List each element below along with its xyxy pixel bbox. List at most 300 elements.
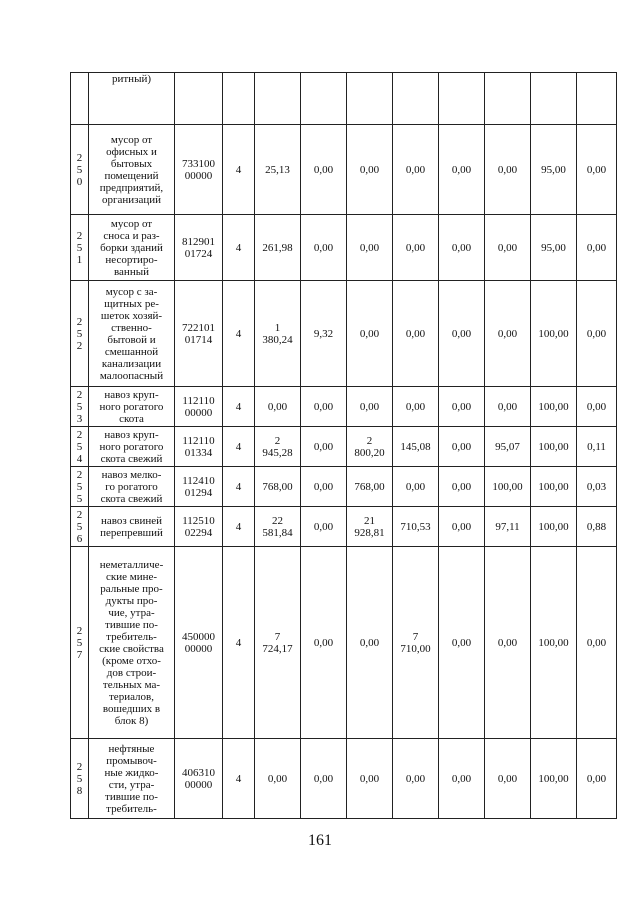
table-row (71, 467, 617, 507)
cell-text-line: 0,00 (267, 400, 288, 413)
waste-name-cell (89, 73, 175, 125)
cell-text-line: тившие по- (105, 790, 158, 803)
cell-text-line: 100,00 (538, 327, 569, 340)
value-cell-3 (347, 467, 393, 507)
value-cell-8 (577, 467, 617, 507)
cell-text-line: ственно- (111, 321, 152, 334)
value-cell-7 (531, 215, 577, 281)
fkko-code-cell (175, 73, 223, 125)
cell-text-line: 8 (76, 784, 83, 797)
cell-text-line: 768,00 (354, 480, 385, 493)
cell-text-line: 0,00 (451, 400, 472, 413)
cell-text-line: 0,00 (497, 636, 518, 649)
cell-text-line: 01714 (184, 333, 213, 346)
cell-text-line: 00000 (184, 169, 213, 182)
row-number-cell (71, 427, 89, 467)
cell-text-line: мусор с за- (105, 285, 158, 298)
cell-text-line: 5 (76, 772, 83, 785)
cell-text-line: офисных и (106, 145, 157, 158)
cell-text-line: 2 (76, 229, 83, 242)
cell-text-line: 261,98 (262, 241, 293, 254)
cell-text-line: 97,11 (495, 520, 520, 533)
value-cell-2 (301, 387, 347, 427)
cell-text-line: малоопасный (99, 369, 164, 382)
value-cell-8 (577, 387, 617, 427)
cell-text-line: 01294 (184, 486, 213, 499)
value-cell-4 (393, 547, 439, 739)
cell-text-line: 02294 (184, 526, 213, 539)
cell-text-line: 9,32 (313, 327, 334, 340)
value-cell-5 (439, 467, 485, 507)
cell-text-line: 112510 (182, 514, 215, 527)
value-cell-6 (485, 547, 531, 739)
cell-text-line: нефтяные (108, 742, 155, 755)
value-cell-4 (393, 467, 439, 507)
cell-text-line: ральные про- (100, 582, 163, 595)
cell-text-line: чие, утра- (108, 606, 155, 619)
value-cell-4 (393, 739, 439, 819)
cell-text-line: 0,00 (586, 327, 607, 340)
cell-text-line: 95,00 (541, 241, 566, 254)
cell-text-line: дов строи- (106, 666, 157, 679)
cell-text-line: блок 8) (114, 714, 149, 727)
value-cell-1 (255, 547, 301, 739)
value-cell-6 (485, 125, 531, 215)
cell-text-line: 4 (235, 400, 242, 413)
cell-text-line: 0,00 (313, 440, 334, 453)
value-cell-5 (439, 73, 485, 125)
waste-name-cell (89, 547, 175, 739)
cell-text-line: перепревший (100, 526, 163, 539)
cell-text-line: 2 (76, 760, 83, 773)
value-cell-3 (347, 547, 393, 739)
hazard-class-cell (223, 215, 255, 281)
cell-text-line: 2 (76, 428, 83, 441)
fkko-code-cell (175, 739, 223, 819)
cell-text-line: 0,00 (497, 327, 518, 340)
value-cell-8 (577, 215, 617, 281)
cell-text-line: шеток хозяй- (100, 309, 163, 322)
cell-text-line: 0,00 (405, 772, 426, 785)
cell-text-line: скота (119, 412, 144, 425)
cell-text-line: 1 (76, 253, 83, 266)
cell-text-line: 5 (76, 327, 83, 340)
cell-text-line: сти, утра- (108, 778, 155, 791)
value-cell-3 (347, 125, 393, 215)
cell-text-line: ного рогатого (99, 400, 164, 413)
cell-text-line: 0,00 (451, 636, 472, 649)
value-cell-6 (485, 73, 531, 125)
value-cell-2 (301, 281, 347, 387)
cell-text-line: навоз мелко- (101, 468, 162, 481)
value-cell-5 (439, 215, 485, 281)
cell-text-line: 0,00 (267, 772, 288, 785)
cell-text-line: сноса и раз- (103, 229, 160, 242)
cell-text-line: 00000 (184, 406, 213, 419)
page-number: 161 (308, 832, 332, 849)
hazard-class-cell (223, 739, 255, 819)
cell-text-line: 0,00 (451, 440, 472, 453)
value-cell-4 (393, 427, 439, 467)
cell-text-line: предприятий, (99, 181, 164, 194)
cell-text-line: 112410 (182, 474, 215, 487)
cell-text-line: 800,20 (354, 446, 385, 459)
value-cell-8 (577, 507, 617, 547)
value-cell-1 (255, 427, 301, 467)
cell-text-line: 2 (274, 434, 281, 447)
cell-text-line: 95,07 (495, 440, 520, 453)
cell-text-line: смешанной (104, 345, 159, 358)
cell-text-line: 4 (235, 241, 242, 254)
cell-text-line: 0,00 (451, 480, 472, 493)
row-number-cell (71, 739, 89, 819)
value-cell-8 (577, 427, 617, 467)
cell-text-line: 4 (235, 163, 242, 176)
hazard-class-cell (223, 73, 255, 125)
value-cell-8 (577, 281, 617, 387)
value-cell-1 (255, 281, 301, 387)
table-row (71, 281, 617, 387)
value-cell-2 (301, 547, 347, 739)
value-cell-7 (531, 281, 577, 387)
cell-text-line: 0,00 (313, 400, 334, 413)
value-cell-6 (485, 467, 531, 507)
cell-text-line: 100,00 (538, 772, 569, 785)
cell-text-line: тившие по- (105, 618, 158, 631)
value-cell-2 (301, 215, 347, 281)
fkko-code-cell (175, 467, 223, 507)
waste-table (70, 72, 617, 819)
hazard-class-cell (223, 507, 255, 547)
value-cell-4 (393, 215, 439, 281)
cell-text-line: требитель- (106, 630, 157, 643)
cell-text-line: ские мине- (105, 570, 158, 583)
cell-text-line: 100,00 (538, 520, 569, 533)
cell-text-line: 0,88 (586, 520, 607, 533)
cell-text-line: 0,00 (313, 480, 334, 493)
value-cell-1 (255, 467, 301, 507)
cell-text-line: 0,00 (451, 327, 472, 340)
cell-text-line: 00000 (184, 778, 213, 791)
row-number-cell (71, 547, 89, 739)
cell-text-line: 5 (76, 163, 83, 176)
row-number-cell (71, 125, 89, 215)
waste-name-cell (89, 125, 175, 215)
cell-text-line: 0,00 (359, 241, 380, 254)
cell-text-line: требитель- (106, 802, 157, 815)
value-cell-2 (301, 125, 347, 215)
table-row (71, 427, 617, 467)
value-cell-5 (439, 739, 485, 819)
cell-text-line: 4 (76, 452, 83, 465)
table-row (71, 739, 617, 819)
value-cell-1 (255, 125, 301, 215)
value-cell-1 (255, 73, 301, 125)
cell-text-line: 95,00 (541, 163, 566, 176)
cell-text-line: 0,00 (405, 400, 426, 413)
cell-text-line: 0,00 (313, 772, 334, 785)
cell-text-line: ванный (114, 265, 149, 278)
cell-text-line: 0,00 (497, 163, 518, 176)
value-cell-5 (439, 387, 485, 427)
cell-text-line: 0,00 (586, 241, 607, 254)
cell-text-line: 01334 (184, 446, 213, 459)
cell-text-line: 0,00 (313, 520, 334, 533)
cell-text-line: ритный) (111, 73, 152, 85)
cell-text-line: 0 (76, 175, 83, 188)
cell-text-line: организаций (101, 193, 162, 206)
table-row (71, 73, 617, 125)
cell-text-line: 0,00 (313, 163, 334, 176)
cell-text-line: 5 (76, 440, 83, 453)
row-number-cell (71, 387, 89, 427)
cell-text-line: 100,00 (538, 440, 569, 453)
value-cell-8 (577, 73, 617, 125)
cell-text-line: 01724 (184, 247, 213, 260)
value-cell-2 (301, 73, 347, 125)
value-cell-1 (255, 739, 301, 819)
cell-text-line: 100,00 (538, 636, 569, 649)
cell-text-line: 7 (76, 648, 83, 661)
cell-text-line: помещений (104, 169, 159, 182)
cell-text-line: неметалличе- (99, 558, 164, 571)
cell-text-line: 21 (364, 514, 375, 527)
value-cell-7 (531, 467, 577, 507)
cell-text-line: ные жидко- (104, 766, 159, 779)
cell-text-line: 4 (235, 636, 242, 649)
cell-text-line: несортиро- (105, 253, 158, 266)
table-row (71, 547, 617, 739)
cell-text-line: 2 (76, 624, 83, 637)
table-row (71, 125, 617, 215)
cell-text-line: бытовой и (107, 333, 156, 346)
value-cell-7 (531, 125, 577, 215)
cell-text-line: 0,00 (313, 636, 334, 649)
cell-text-line: 7 (274, 630, 281, 643)
cell-text-line: 7 (412, 630, 419, 643)
cell-text-line: навоз круп- (104, 428, 159, 441)
table-row (71, 215, 617, 281)
value-cell-3 (347, 507, 393, 547)
cell-text-line: 0,00 (497, 400, 518, 413)
hazard-class-cell (223, 281, 255, 387)
value-cell-3 (347, 215, 393, 281)
cell-text-line: 722101 (182, 321, 215, 334)
cell-text-line: скота свежий (100, 492, 163, 505)
cell-text-line: 0,00 (451, 163, 472, 176)
value-cell-1 (255, 387, 301, 427)
value-cell-6 (485, 281, 531, 387)
cell-text-line: 4 (235, 480, 242, 493)
cell-text-line: 380,24 (262, 333, 293, 346)
cell-text-line: 5 (76, 400, 83, 413)
value-cell-7 (531, 547, 577, 739)
cell-text-line: 5 (76, 636, 83, 649)
cell-text-line: 4 (235, 440, 242, 453)
cell-text-line: 2 (76, 315, 83, 328)
cell-text-line: 733100 (182, 157, 215, 170)
table-row (71, 507, 617, 547)
value-cell-7 (531, 427, 577, 467)
table-body (71, 73, 617, 819)
cell-text-line: канализации (101, 357, 162, 370)
waste-name-cell (89, 281, 175, 387)
cell-text-line: 581,84 (262, 526, 293, 539)
cell-text-line: 0,00 (405, 327, 426, 340)
value-cell-4 (393, 281, 439, 387)
cell-text-line: 450000 (182, 630, 215, 643)
row-number-cell (71, 73, 89, 125)
cell-text-line: 710,00 (400, 642, 431, 655)
cell-text-line: 0,00 (359, 327, 380, 340)
cell-text-line: 710,53 (400, 520, 431, 533)
cell-text-line: 100,00 (538, 400, 569, 413)
fkko-code-cell (175, 507, 223, 547)
cell-text-line: 25,13 (265, 163, 290, 176)
cell-text-line: вошедших в (102, 702, 161, 715)
value-cell-5 (439, 507, 485, 547)
value-cell-7 (531, 387, 577, 427)
cell-text-line: 0,11 (587, 440, 606, 453)
row-number-cell (71, 215, 89, 281)
value-cell-7 (531, 739, 577, 819)
cell-text-line: борки зданий (100, 241, 163, 254)
value-cell-8 (577, 739, 617, 819)
cell-text-line: 0,00 (405, 163, 426, 176)
hazard-class-cell (223, 547, 255, 739)
cell-text-line: 2 (76, 151, 83, 164)
value-cell-3 (347, 281, 393, 387)
value-cell-6 (485, 739, 531, 819)
fkko-code-cell (175, 215, 223, 281)
cell-text-line: 00000 (184, 642, 213, 655)
value-cell-6 (485, 215, 531, 281)
cell-text-line: (кроме отхо- (102, 654, 161, 667)
cell-text-line: 5 (76, 480, 83, 493)
value-cell-5 (439, 125, 485, 215)
hazard-class-cell (223, 427, 255, 467)
value-cell-2 (301, 467, 347, 507)
cell-text-line: 2 (76, 388, 83, 401)
value-cell-7 (531, 507, 577, 547)
cell-text-line: навоз свиней (100, 514, 163, 527)
cell-text-line: 2 (76, 339, 83, 352)
hazard-class-cell (223, 125, 255, 215)
cell-text-line: 0,03 (586, 480, 607, 493)
cell-text-line: 112110 (182, 434, 215, 447)
fkko-code-cell (175, 387, 223, 427)
cell-text-line: бытовых (110, 157, 153, 170)
fkko-code-cell (175, 125, 223, 215)
cell-text-line: 2 (76, 508, 83, 521)
waste-name-cell (89, 739, 175, 819)
cell-text-line: 724,17 (262, 642, 293, 655)
hazard-class-cell (223, 387, 255, 427)
cell-text-line: мусор от (110, 217, 153, 230)
cell-text-line: 0,00 (359, 772, 380, 785)
cell-text-line: 5 (76, 520, 83, 533)
cell-text-line: 0,00 (497, 241, 518, 254)
value-cell-3 (347, 73, 393, 125)
value-cell-4 (393, 73, 439, 125)
cell-text-line: 4 (235, 520, 242, 533)
cell-text-line: 6 (76, 532, 83, 545)
row-number-cell (71, 281, 89, 387)
value-cell-5 (439, 281, 485, 387)
value-cell-4 (393, 387, 439, 427)
value-cell-6 (485, 387, 531, 427)
cell-text-line: скота свежий (100, 452, 163, 465)
value-cell-7 (531, 73, 577, 125)
cell-text-line: 945,28 (262, 446, 293, 459)
fkko-code-cell (175, 547, 223, 739)
value-cell-5 (439, 427, 485, 467)
cell-text-line: 0,00 (359, 400, 380, 413)
waste-name-cell (89, 387, 175, 427)
cell-text-line: 100,00 (538, 480, 569, 493)
cell-text-line: 0,00 (586, 772, 607, 785)
cell-text-line: 4 (235, 772, 242, 785)
waste-name-cell (89, 467, 175, 507)
value-cell-4 (393, 507, 439, 547)
cell-text-line: 1 (274, 321, 281, 334)
cell-text-line: 0,00 (359, 636, 380, 649)
value-cell-2 (301, 507, 347, 547)
cell-text-line: 0,00 (313, 241, 334, 254)
value-cell-5 (439, 547, 485, 739)
cell-text-line: го рогатого (105, 480, 158, 493)
value-cell-1 (255, 507, 301, 547)
value-cell-3 (347, 739, 393, 819)
cell-text-line: щитных ре- (104, 297, 159, 310)
cell-text-line: 0,00 (405, 480, 426, 493)
cell-text-line: дукты про- (105, 594, 158, 607)
value-cell-2 (301, 739, 347, 819)
cell-text-line: 768,00 (262, 480, 293, 493)
cell-text-line: 5 (76, 241, 83, 254)
value-cell-3 (347, 427, 393, 467)
cell-text-line: 0,00 (586, 163, 607, 176)
value-cell-3 (347, 387, 393, 427)
cell-text-line: 0,00 (586, 636, 607, 649)
fkko-code-cell (175, 427, 223, 467)
row-number-cell (71, 507, 89, 547)
value-cell-1 (255, 215, 301, 281)
value-cell-4 (393, 125, 439, 215)
cell-text-line: 928,81 (354, 526, 385, 539)
waste-name-cell (89, 427, 175, 467)
cell-text-line: териалов, (109, 690, 154, 703)
cell-text-line: 100,00 (492, 480, 523, 493)
cell-text-line: 406310 (182, 766, 215, 779)
waste-name-cell (89, 507, 175, 547)
value-cell-8 (577, 547, 617, 739)
cell-text-line: 2 (76, 468, 83, 481)
cell-text-line: ного рогатого (99, 440, 164, 453)
cell-text-line: 812901 (182, 235, 215, 248)
row-number-cell (71, 467, 89, 507)
fkko-code-cell (175, 281, 223, 387)
cell-text-line: 5 (76, 492, 83, 505)
cell-text-line: 0,00 (497, 772, 518, 785)
cell-text-line: 0,00 (405, 241, 426, 254)
cell-text-line: 0,00 (451, 241, 472, 254)
cell-text-line: 22 (272, 514, 283, 527)
cell-text-line: 0,00 (359, 163, 380, 176)
waste-name-cell (89, 215, 175, 281)
value-cell-2 (301, 427, 347, 467)
value-cell-6 (485, 507, 531, 547)
